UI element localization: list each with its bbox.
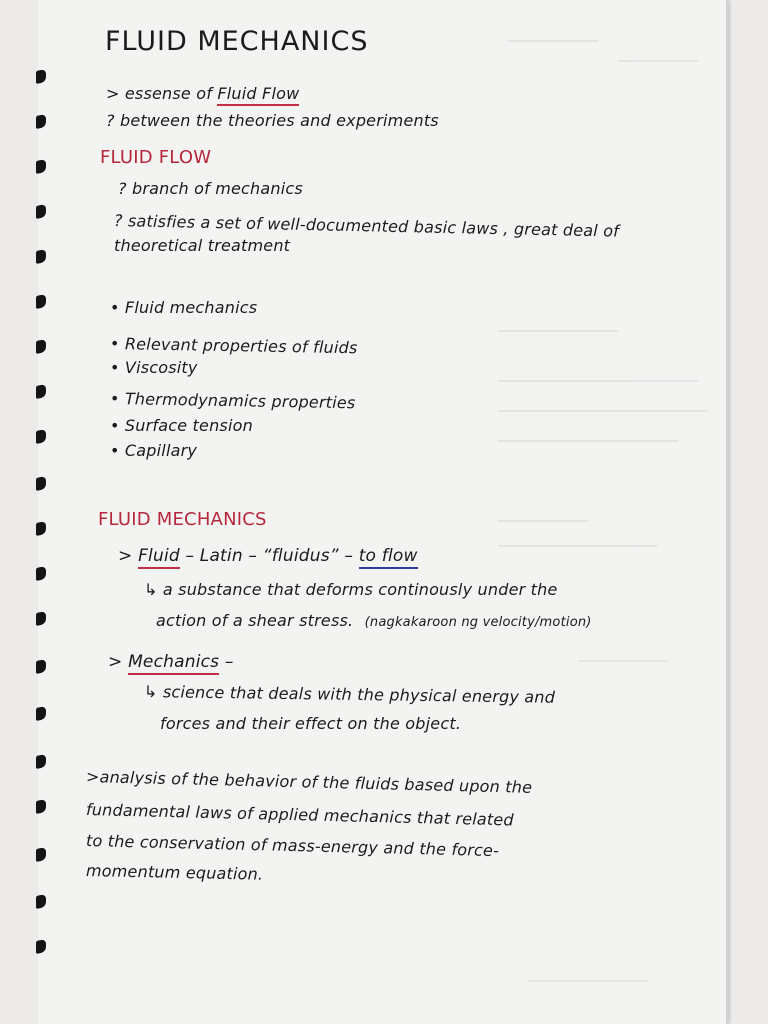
to-flow-term: to flow <box>359 546 418 569</box>
mechanics-prefix: > <box>108 652 129 672</box>
fluid-def-line-2 <box>156 611 592 630</box>
mechanics-term: Mechanics <box>128 652 219 675</box>
analysis-line-3: to the conservation of mass-energy and the force- <box>85 831 500 861</box>
fluid-mechanics-heading: FLUID MECHANICS <box>98 509 267 530</box>
fluid-prefix: > <box>118 546 139 566</box>
bullet-surface-tension: • Surface tension <box>110 416 253 435</box>
fluid-flow-heading: FLUID FLOW <box>100 147 212 168</box>
fluid-etymology: – Latin – “fluidus” – <box>179 546 359 566</box>
intro-line-1 <box>106 84 299 103</box>
bullet-thermodynamics: • Thermodynamics properties <box>109 389 356 413</box>
bullet-viscosity: • Viscosity <box>110 358 198 377</box>
intro-line-1-prefix: > essense of <box>106 84 218 103</box>
analysis-line-1: >analysis of the behavior of the fluids based upon the <box>85 767 533 797</box>
analysis-line-2: fundamental laws of applied mechanics that related <box>85 800 515 830</box>
page-title: FLUID MECHANICS <box>105 26 369 57</box>
fluid-def-note: (nagkakaroon ng velocity/motion) <box>364 615 592 630</box>
fluid-term: Fluid <box>138 546 180 569</box>
mechanics-def-line-2: forces and their effect on the object. <box>160 714 462 733</box>
bullet-capillary: • Capillary <box>110 441 198 460</box>
fluid-def-text: action of a shear stress. <box>156 611 354 630</box>
spiral-binding-holes <box>36 0 52 1024</box>
fluid-flow-line-1: ? branch of mechanics <box>118 179 303 198</box>
fluid-flow-line-2: ? satisfies a set of well-documented basic laws , great deal of <box>113 211 620 241</box>
page-edge <box>726 0 728 1024</box>
bullet-fluid-mechanics: • Fluid mechanics <box>110 298 258 317</box>
fluid-def-line-1: ↳ a substance that deforms continously under the <box>144 580 558 599</box>
intro-line-2: ? between the theories and experiments <box>106 111 439 130</box>
fluid-flow-line-3: theoretical treatment <box>114 236 291 255</box>
fluid-flow-term: Fluid Flow <box>217 84 299 106</box>
bleed-through-marks <box>468 0 728 1024</box>
bullet-relevant-properties: • Relevant properties of fluids <box>109 334 358 358</box>
mechanics-def-line-1: ↳ science that deals with the physical energy and <box>143 682 556 707</box>
mechanics-definition-line <box>108 652 234 672</box>
mechanics-dash: – <box>219 652 234 672</box>
analysis-line-4: momentum equation. <box>85 861 264 884</box>
fluid-definition-line <box>118 546 418 566</box>
